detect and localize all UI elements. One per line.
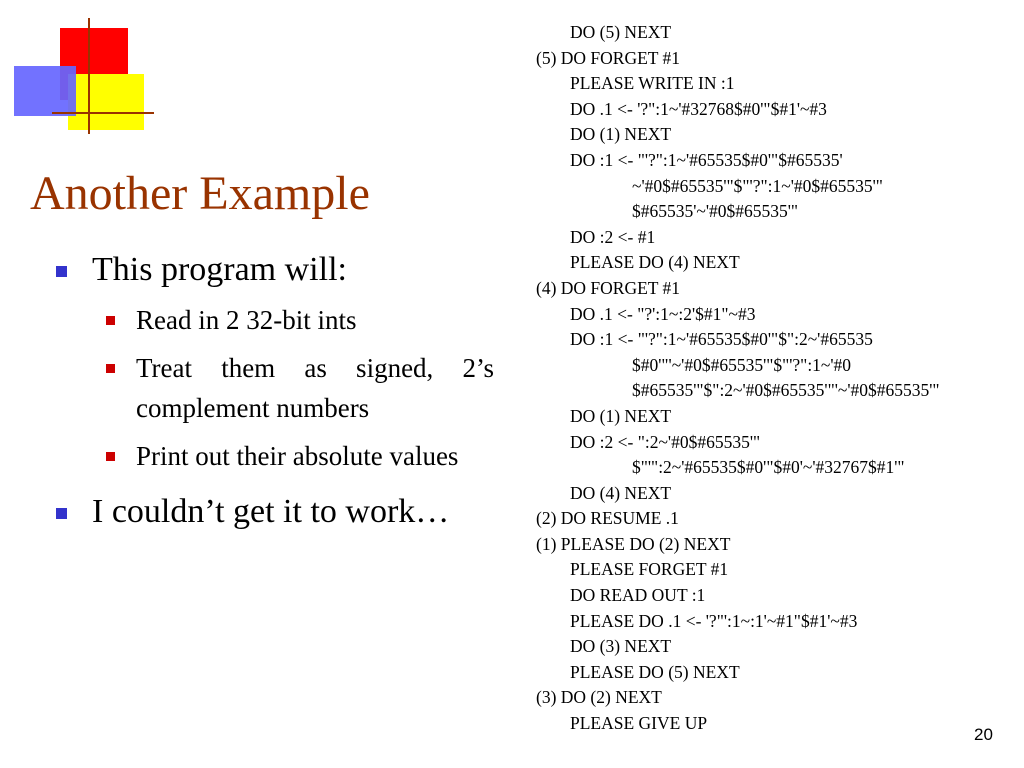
sub-bullet-item	[56, 436, 494, 476]
code-line: (5) DO FORGET #1	[536, 47, 681, 68]
bullet-text: This program will:	[92, 251, 347, 288]
bullet-item	[56, 490, 494, 534]
code-line: $"'":2~'#65535$#0'"$#0'~'#32767$#1'"	[632, 457, 905, 478]
square-bullet-icon	[106, 316, 115, 325]
code-line: (4) DO FORGET #1	[536, 277, 681, 298]
code-line: (2) DO RESUME .1	[536, 508, 679, 529]
code-line: (3) DO (2) NEXT	[536, 687, 662, 708]
decor-blue-square	[14, 66, 76, 116]
sub-bullet-text: Read in 2 32-bit ints	[136, 305, 357, 335]
square-bullet-icon	[56, 508, 67, 519]
bullet-text: I couldn’t get it to work…	[92, 493, 450, 530]
code-line: DO (1) NEXT	[570, 405, 672, 426]
code-line: DO (3) NEXT	[570, 636, 672, 657]
code-line: DO :1 <- "'?":1~'#65535$#0'"$":2~'#65535	[570, 329, 873, 350]
sub-bullet-item	[56, 300, 494, 340]
code-line: (1) PLEASE DO (2) NEXT	[536, 533, 731, 554]
bullet-list	[56, 248, 494, 534]
code-line: PLEASE DO .1 <- '?"':1~:1'~#1"$#1'~#3	[570, 610, 858, 631]
code-line: DO (1) NEXT	[570, 124, 672, 145]
code-line: DO :1 <- "'?":1~'#65535$#0'"$#65535'	[570, 149, 843, 170]
code-line: PLEASE GIVE UP	[570, 713, 708, 734]
decor-vertical-line	[88, 18, 90, 134]
bullet-item	[56, 248, 494, 292]
code-line: PLEASE FORGET #1	[570, 559, 729, 580]
code-line: $#65535'"$":2~'#0$#65535'"'~'#0$#65535'"	[632, 380, 940, 401]
sub-bullet-text: Treat them as signed, 2’s complement numbers	[136, 353, 494, 423]
code-line: PLEASE DO (5) NEXT	[570, 661, 740, 682]
code-line: DO .1 <- '?":1~'#32768$#0'"$#1'~#3	[570, 98, 827, 119]
code-line: $#0'"'~'#0$#65535'"$"'?":1~'#0	[632, 354, 852, 375]
code-listing	[536, 20, 940, 737]
code-line: PLEASE WRITE IN :1	[570, 73, 735, 94]
sub-bullet-item	[56, 348, 494, 428]
code-line: DO :2 <- ":2~'#0$#65535'"	[570, 431, 761, 452]
code-line: DO :2 <- #1	[570, 226, 656, 247]
code-line: DO (5) NEXT	[570, 22, 672, 42]
sub-bullet-text: Print out their absolute values	[136, 441, 459, 471]
square-bullet-icon	[106, 364, 115, 373]
code-line: DO .1 <- "?':1~:2'$#1"~#3	[570, 303, 756, 324]
square-bullet-icon	[106, 452, 115, 461]
code-line: DO READ OUT :1	[570, 585, 706, 606]
page-number: 20	[974, 725, 993, 744]
decor-horizontal-line	[52, 112, 154, 114]
slide-title: Another Example	[30, 167, 370, 220]
code-line: $#65535'~'#0$#65535'"	[632, 201, 799, 222]
decor-yellow-square	[68, 74, 144, 130]
code-line: PLEASE DO (4) NEXT	[570, 252, 740, 273]
code-line: DO (4) NEXT	[570, 482, 672, 503]
square-bullet-icon	[56, 266, 67, 277]
code-line: ~'#0$#65535'"$"'?":1~'#0$#65535'"	[632, 175, 883, 196]
